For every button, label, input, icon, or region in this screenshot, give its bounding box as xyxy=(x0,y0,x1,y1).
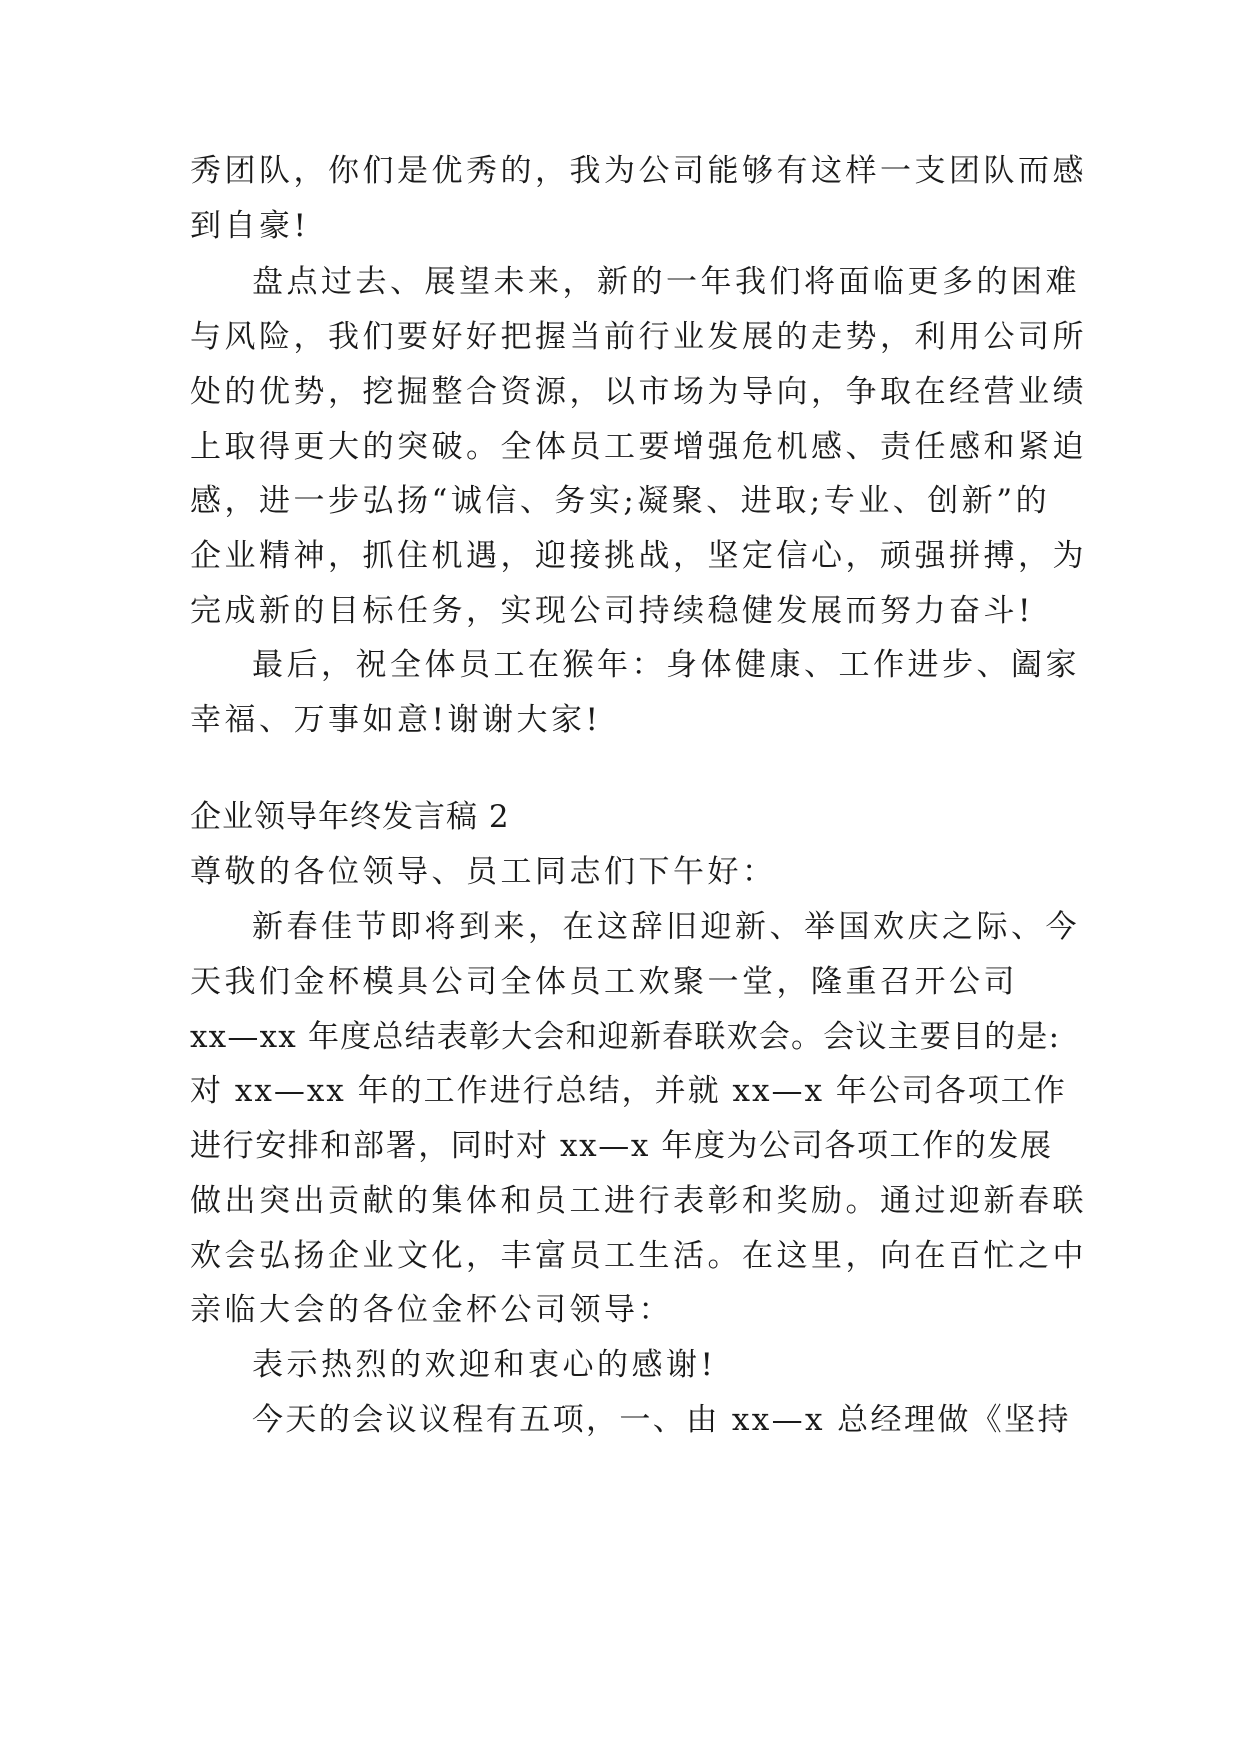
paragraph-line: 天我们金杯模具公司全体员工欢聚一堂，隆重召开公司 xyxy=(190,964,1018,1000)
paragraph-line: 做出突出贡献的集体和员工进行表彰和奖励。通过迎新春联 xyxy=(190,1183,1087,1219)
paragraph-line: 感，进一步弘扬“诚信、务实;凝聚、进取;专业、创新”的 xyxy=(190,483,1051,519)
paragraph-line: 表示热烈的欢迎和衷心的感谢! xyxy=(252,1347,717,1383)
paragraph-line: 最后，祝全体员工在猴年：身体健康、工作进步、阖家 xyxy=(252,647,1080,683)
paragraph-line: 完成新的目标任务，实现公司持续稳健发展而努力奋斗! xyxy=(190,593,1034,629)
paragraph-line: 欢会弘扬企业文化，丰富员工生活。在这里，向在百忙之中 xyxy=(190,1238,1087,1274)
paragraph-line: 上取得更大的突破。全体员工要增强危机感、责任感和紧迫 xyxy=(190,429,1087,465)
paragraph-line: 幸福、万事如意!谢谢大家! xyxy=(190,702,602,738)
paragraph-line: 秀团队，你们是优秀的，我为公司能够有这样一支团队而感 xyxy=(190,153,1087,189)
paragraph-line: 企业精神，抓住机遇，迎接挑战，坚定信心，顽强拼搏，为 xyxy=(190,538,1087,574)
salutation-line: 尊敬的各位领导、员工同志们下午好： xyxy=(190,854,777,890)
paragraph-line: 盘点过去、展望未来，新的一年我们将面临更多的困难 xyxy=(252,264,1080,300)
paragraph-line: 亲临大会的各位金杯公司领导： xyxy=(190,1292,673,1328)
paragraph-line: 新春佳节即将到来，在这辞旧迎新、举国欢庆之际、今 xyxy=(252,909,1080,945)
paragraph-line: xx—xx 年度总结表彰大会和迎新春联欢会。会议主要目的是: xyxy=(190,1019,1061,1055)
paragraph-line: 处的优势，挖掘整合资源，以市场为导向，争取在经营业绩 xyxy=(190,374,1087,410)
paragraph-line: 到自豪! xyxy=(190,208,310,244)
paragraph-line: 进行安排和部署，同时对 xx—x 年度为公司各项工作的发展 xyxy=(190,1128,1053,1164)
paragraph-line: 今天的会议议程有五项，一、由 xx—x 总经理做《坚持 xyxy=(252,1402,1071,1438)
paragraph-line: 与风险，我们要好好把握当前行业发展的走势，利用公司所 xyxy=(190,319,1087,355)
paragraph-line: 对 xx—xx 年的工作进行总结，并就 xx—x 年公司各项工作 xyxy=(190,1073,1067,1109)
section-heading: 企业领导年终发言稿 2 xyxy=(190,799,510,835)
